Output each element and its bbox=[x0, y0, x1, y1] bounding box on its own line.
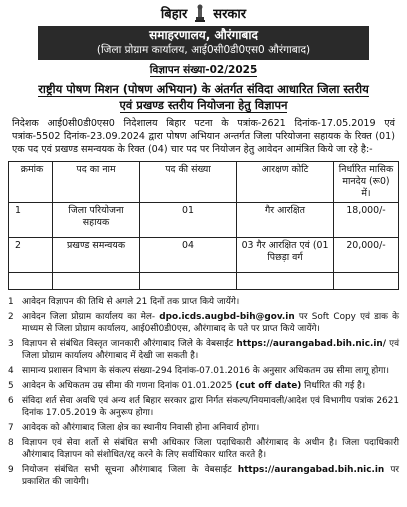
row-serial: 1 bbox=[9, 202, 53, 237]
row-post-count: 01 bbox=[140, 202, 237, 237]
govt-left-text: बिहार bbox=[160, 7, 188, 22]
list-item: 2 आवेदन जिला प्रोग्राम कार्यालय का मेल- dpo.icds.augbd-bih@gov.in पर Soft Copy एवं डाक के माध्यम से जिला प्रोग्राम कार्यालय, आई0सी0डी0एस, औरंगाबाद के पते पर प्राप्त किये जायेंगे। bbox=[8, 311, 399, 334]
row-reservation: गैर आरक्षित bbox=[237, 202, 334, 237]
header-reservation: आरक्षण कोटि bbox=[237, 161, 334, 202]
terms-list bbox=[8, 296, 399, 488]
list-item: 9 नियोजन संबंधित सभी सूचना औरंगाबाद जिला के वेबसाईट https://aurangabad.bih.nic.in पर प्रकाशित की जायेगी। bbox=[8, 464, 400, 487]
table-spacer-row bbox=[9, 272, 399, 289]
website-link: https://aurangabad.bih.nic.in bbox=[237, 464, 385, 475]
email-link: dpo.icds.augbd-bih@gov.in bbox=[159, 311, 295, 322]
state-emblem-icon bbox=[193, 4, 207, 22]
website-link: https://aurangabad.bih.nic.in/ bbox=[236, 338, 386, 349]
title-line-2: एवं प्रखण्ड स्तरीय नियोजना हेतु विज्ञापन bbox=[119, 98, 288, 112]
header-serial: क्रमांक bbox=[9, 161, 53, 202]
header-monthly-pay: निर्धारित मासिक मानदेय (रू0) में। bbox=[334, 161, 399, 202]
table-row bbox=[9, 202, 399, 237]
row-serial: 2 bbox=[9, 237, 53, 272]
list-item: 5 आवेदन के अधिकतम उम्र सीमा की गणना दिनांक 01.01.2025 (cut off date) निर्धारित की गई है। bbox=[8, 380, 366, 391]
list-item: 6 संविदा शर्त सेवा अवधि एवं अन्य शर्त बिहार सरकार द्वारा निर्गत संकल्प/नियमावली/आदेश एवं विभागीय पत्रांक 2621 दिनांक 17.05.2019 के अनुरूप होगा। bbox=[8, 395, 399, 418]
page-title bbox=[12, 81, 395, 113]
govt-right-text: सरकार bbox=[213, 7, 247, 22]
sub-office-name: (जिला प्रोग्राम कार्यालय, आई0सी0डी0एस0 औरंगाबाद) bbox=[96, 44, 311, 56]
table-row bbox=[9, 237, 399, 272]
list-item: 3 विज्ञापन से संबंधित विस्तृत जानकारी औरंगाबाद जिले के वेबसाईट https://aurangabad.bih.nic.in/ एवं जिला प्रोग्राम कार्यालय औरंगाबाद में देखी जा सकती है। bbox=[8, 338, 399, 361]
table-header-row bbox=[9, 161, 399, 202]
government-header bbox=[8, 0, 399, 26]
intro-paragraph: निदेशक आई0सी0डी0एस0 निदेशालय बिहार पटना के पत्रांक-2621 दिनांक-17.05.2019 एवं पत्रांक-5502 दिनांक-23.09.2024 द्वारा पोषण अभियान अन्तर्गत जिला परियोजना सहायक के रिक्त (01) एक पद एवं प्रखण्ड समन्वयक के रिक्त (04) चार पद पर नियोजन हेतु आवेदन आमंत्रित किये जा रहे है:- bbox=[12, 118, 395, 156]
row-monthly-pay: 18,000/- bbox=[334, 202, 399, 237]
list-item: 4 सामान्य प्रशासन विभाग के संकल्प संख्या-294 दिनांक-07.01.2016 के अनुसार अधिकतम उम्र सीमा लागू होगा। bbox=[8, 365, 389, 376]
row-post-count: 04 bbox=[140, 237, 237, 272]
title-line-1: राष्ट्रीय पोषण मिशन (पोषण अभियान) के अंतर्गत संविदा आधारित जिला स्तरीय bbox=[38, 82, 369, 96]
office-banner bbox=[38, 26, 369, 60]
header-post-count: पद की संख्या bbox=[140, 161, 237, 202]
office-name: समाहरणालय, औरंगाबाद bbox=[149, 28, 258, 42]
row-post-name: प्रखण्ड समन्वयक bbox=[53, 237, 140, 272]
advertisement-number: विज्ञापन संख्या-02/2025 bbox=[149, 64, 258, 76]
posts-table bbox=[8, 161, 399, 290]
row-post-name: जिला परियोजना सहायक bbox=[53, 202, 140, 237]
cutoff-date-label: (cut off date) bbox=[235, 380, 302, 391]
row-monthly-pay: 20,000/- bbox=[334, 237, 399, 272]
header-post-name: पद का नाम bbox=[53, 161, 140, 202]
list-item: 8 विज्ञापन एवं सेवा शर्तो से संबंधित सभी अधिकार जिला पदाधिकारी औरंगाबाद के अधीन है। जिला पदाधिकारी औरंगाबाद विज्ञापन को संशोधित/रद्द करने के लिए सर्वाधिकार धारित करते है। bbox=[8, 437, 399, 460]
list-item: 7 आवेदक को औरंगाबाद जिला क्षेत्र का स्थानीय निवासी होना अनिवार्य होगा। bbox=[8, 422, 260, 433]
row-reservation: 03 गैर आरक्षित एवं (01 पिछड़ा वर्ग bbox=[237, 237, 334, 272]
list-item: 1 आवेदन विज्ञापन की तिथि से अगले 21 दिनों तक प्राप्त किये जायेंगे। bbox=[8, 296, 240, 307]
